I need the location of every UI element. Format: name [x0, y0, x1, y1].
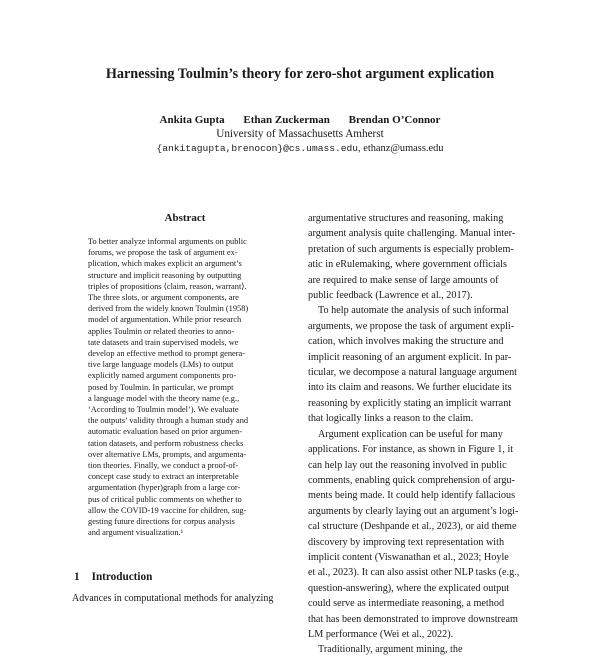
- text-line: over alternative LMs, prompts, and argumenta-: [88, 449, 247, 459]
- text-line: cal structure (Deshpande et al., 2023), or aid theme: [308, 521, 517, 533]
- text-line: into its claim and reasons. We further elucidate its: [308, 382, 512, 394]
- text-line: gesting future directions for corpus analysis: [88, 517, 235, 527]
- text-line: Advances in computational methods for analyzing: [72, 593, 274, 604]
- text-line: ‘According to Toulmin model’). We evaluate: [88, 405, 239, 415]
- text-line: reasoning by explicitly stating an implicit warrant: [308, 397, 512, 409]
- text-line: cation, which involves making the structure and: [308, 336, 504, 348]
- abstract-body: [88, 236, 286, 538]
- text-line: applies Toulmin or related theories to anno-: [88, 326, 235, 336]
- text-line: the outputs’ validity through a human study and: [88, 416, 249, 426]
- text-line: that logically links a reason to the claim.: [308, 413, 474, 425]
- text-line: comments, enabling quick comprehension of argu-: [308, 474, 515, 486]
- text-line: The three slots, or argument components, are: [88, 293, 240, 303]
- text-line: et al., 2023). It can also assist other NLP tasks (e.g.,: [308, 567, 520, 579]
- text-line: are required to make sense of large amounts of: [308, 274, 499, 286]
- author-name: Brendan O’Connor: [348, 114, 441, 126]
- text-line: question-answering), where the explicated output: [308, 582, 510, 594]
- text-line: implicit reasoning of an argument explicit. In par-: [308, 351, 512, 363]
- author-name: Ethan Zuckerman: [243, 114, 330, 126]
- text-line: triples of propositions ⟨claim, reason, warrant⟩.: [88, 281, 247, 291]
- author-list: [0, 114, 600, 126]
- text-line: applications. For instance, as shown in Figure 1, it: [308, 444, 514, 456]
- email-group: {ankitagupta,brenocon}@cs.umass.edu: [156, 143, 359, 154]
- text-line: discovery by improving text representation with: [308, 536, 505, 548]
- text-line: and argument visualization.¹: [88, 528, 184, 538]
- abstract-heading: Abstract: [164, 212, 206, 224]
- text-line: concept case study to extract an interpretable: [88, 472, 239, 482]
- section-heading: [74, 571, 152, 583]
- text-line: arguments, we propose the task of argument expli-: [308, 320, 515, 332]
- text-line: explicitly named argument components pro-: [88, 371, 237, 381]
- text-line: forums, we propose the task of argument ex-: [88, 248, 238, 258]
- text-line: argumentation (hyper)graph from a large cor-: [88, 483, 241, 493]
- text-line: ments being made. It could help identify fallacious: [308, 490, 516, 502]
- text-line: posed by Toulmin. In particular, we prompt: [88, 382, 234, 392]
- text-line: that has been demonstrated to improve downstream: [308, 613, 518, 625]
- text-line: ticular, we decompose a natural language argument: [308, 367, 518, 379]
- text-line: public feedback (Lawrence et al., 2017).: [308, 290, 473, 302]
- text-line: structure and implicit reasoning by outputting: [88, 270, 242, 280]
- text-line: model of argumentation. While prior research: [88, 315, 242, 325]
- text-line: atic in eRulemaking, where government officials: [308, 259, 507, 271]
- text-line: To help automate the analysis of such informal: [318, 305, 509, 317]
- paper-title: Harnessing Toulmin’s theory for zero-shot argument explication: [105, 66, 495, 82]
- text-line: can help lay out the reasoning involved in public: [308, 459, 507, 471]
- text-line: pus of critical public comments on whether to: [88, 494, 242, 504]
- right-column-body: [308, 211, 530, 658]
- author-name: Ankita Gupta: [159, 114, 225, 126]
- text-line: pretation of such arguments is especially problem-: [308, 243, 514, 255]
- text-line: develop an effective method to prompt genera-: [88, 349, 246, 359]
- text-line: tion theories. Finally, we conduct a proof-of-: [88, 461, 239, 471]
- text-line: plication, which makes explicit an argument’s: [88, 259, 242, 269]
- text-line: argumentative structures and reasoning, making: [308, 213, 504, 224]
- text-line: allow the COVID-19 vaccine for children, sug-: [88, 505, 247, 515]
- text-line: automatic evaluation based on prior argumen-: [88, 427, 243, 437]
- text-line: tive large language models (LMs) to output: [88, 360, 234, 370]
- intro-body: [72, 592, 287, 606]
- text-line: argument analysis quite challenging. Manual inter-: [308, 228, 516, 240]
- text-line: Traditionally, argument mining, the: [318, 644, 463, 656]
- text-line: tation datasets, and perform robustness checks: [88, 438, 244, 448]
- affiliation: University of Massachusetts Amherst: [216, 128, 384, 140]
- text-line: arguments by clearly laying out an argument’s logi-: [308, 505, 519, 517]
- email-extra: , ethanz@umass.edu: [358, 143, 444, 154]
- section-number: 1: [74, 571, 80, 583]
- text-line: tate datasets and train supervised models, we: [88, 337, 239, 347]
- text-line: could serve as intermediate reasoning, a method: [308, 598, 505, 610]
- text-line: implicit content (Viswanathan et al., 2023; Hoyle: [308, 551, 509, 563]
- text-line: To better analyze informal arguments on public: [88, 237, 247, 246]
- author-emails: [0, 143, 600, 154]
- text-line: derived from the widely known Toulmin (1958): [88, 304, 249, 314]
- text-line: a language model with the theory name (e.g.,: [88, 393, 240, 403]
- text-line: LM performance (Wei et al., 2022).: [308, 628, 454, 640]
- section-title: Introduction: [91, 571, 153, 583]
- text-line: Argument explication can be useful for many: [318, 428, 503, 440]
